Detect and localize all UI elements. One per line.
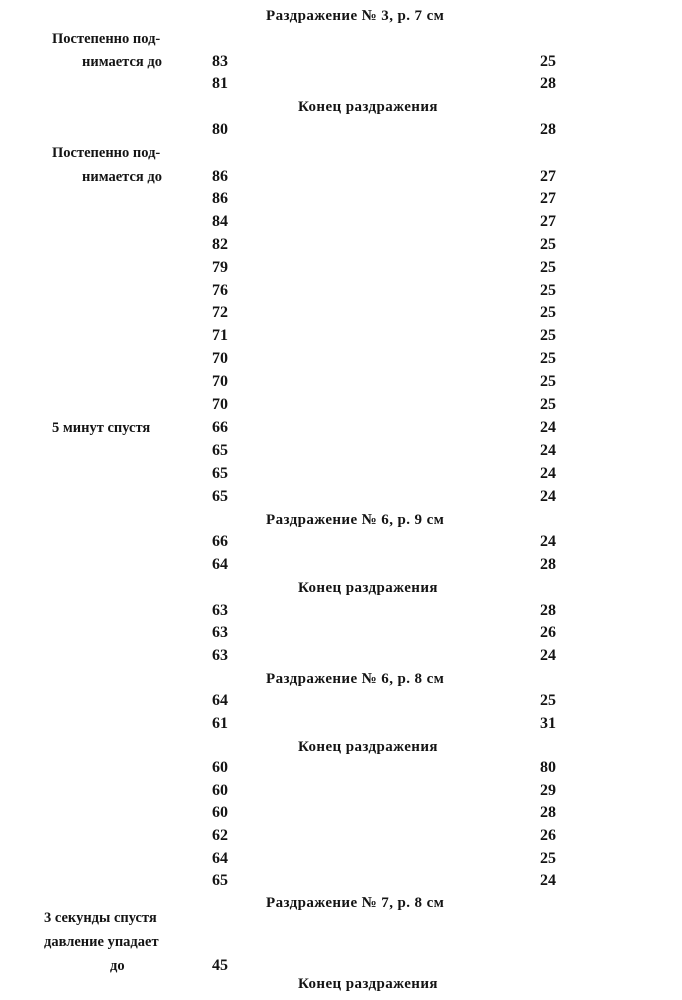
data-row — [0, 51, 682, 73]
right-value: 25 — [540, 396, 556, 413]
right-value: 28 — [540, 602, 556, 619]
data-row — [0, 645, 682, 667]
left-value: 66 — [212, 419, 228, 436]
left-value: 45 — [212, 957, 228, 974]
right-value: 27 — [540, 168, 556, 185]
row-note: нимается до — [82, 54, 162, 70]
left-value: 76 — [212, 282, 228, 299]
section-heading — [0, 509, 682, 531]
right-value: 26 — [540, 624, 556, 641]
right-value: 24 — [540, 533, 556, 550]
right-value: 27 — [540, 190, 556, 207]
section-heading-text: Конец раздражения — [298, 99, 438, 115]
right-value: 29 — [540, 782, 556, 799]
data-row — [0, 780, 682, 802]
left-value: 64 — [212, 850, 228, 867]
section-heading — [0, 577, 682, 599]
row-note: Постепенно под- — [52, 31, 161, 47]
left-value: 81 — [212, 75, 228, 92]
section-heading — [0, 736, 682, 758]
data-row — [0, 188, 682, 210]
note-row — [0, 931, 682, 953]
note-row — [0, 142, 682, 164]
left-value: 70 — [212, 373, 228, 390]
data-row — [0, 870, 682, 892]
data-row — [0, 531, 682, 553]
section-heading-text: Конец раздражения — [298, 976, 438, 992]
left-value: 83 — [212, 53, 228, 70]
section-heading-text: Конец раздражения — [298, 580, 438, 596]
right-value: 28 — [540, 556, 556, 573]
data-row — [0, 848, 682, 870]
row-note: 5 минут спустя — [52, 420, 151, 436]
left-value: 62 — [212, 827, 228, 844]
right-value: 27 — [540, 213, 556, 230]
data-row — [0, 234, 682, 256]
left-value: 86 — [212, 190, 228, 207]
data-row — [0, 348, 682, 370]
data-row — [0, 713, 682, 735]
data-row — [0, 417, 682, 439]
right-value: 24 — [540, 872, 556, 889]
left-value: 65 — [212, 488, 228, 505]
data-row — [0, 325, 682, 347]
left-value: 86 — [212, 168, 228, 185]
section-heading — [0, 668, 682, 690]
left-value: 66 — [212, 533, 228, 550]
data-row — [0, 463, 682, 485]
left-value: 70 — [212, 396, 228, 413]
data-row — [0, 211, 682, 233]
row-note: Постепенно под- — [52, 145, 161, 161]
right-value: 25 — [540, 692, 556, 709]
data-row — [0, 486, 682, 508]
data-row — [0, 600, 682, 622]
right-value: 24 — [540, 488, 556, 505]
left-value: 60 — [212, 782, 228, 799]
right-value: 25 — [540, 282, 556, 299]
row-note: давление упадает — [44, 934, 159, 950]
left-value: 84 — [212, 213, 228, 230]
data-row — [0, 302, 682, 324]
right-value: 25 — [540, 350, 556, 367]
left-value: 79 — [212, 259, 228, 276]
left-value: 70 — [212, 350, 228, 367]
left-value: 64 — [212, 556, 228, 573]
data-row — [0, 119, 682, 141]
data-row — [0, 280, 682, 302]
note-row — [0, 907, 682, 929]
data-row — [0, 757, 682, 779]
data-row — [0, 825, 682, 847]
section-heading-text: Раздражение № 3, р. 7 см — [266, 8, 445, 24]
left-value: 71 — [212, 327, 228, 344]
section-heading-text: Раздражение № 7, р. 8 см — [266, 895, 445, 911]
right-value: 25 — [540, 304, 556, 321]
right-value: 25 — [540, 259, 556, 276]
section-heading-text: Раздражение № 6, р. 8 см — [266, 671, 445, 687]
right-value: 24 — [540, 465, 556, 482]
right-value: 25 — [540, 236, 556, 253]
right-value: 28 — [540, 121, 556, 138]
section-heading-text: Конец раздражения — [298, 739, 438, 755]
left-value: 82 — [212, 236, 228, 253]
data-row — [0, 394, 682, 416]
right-value: 28 — [540, 75, 556, 92]
left-value: 65 — [212, 442, 228, 459]
row-note: 3 секунды спустя — [44, 910, 157, 926]
right-value: 25 — [540, 327, 556, 344]
right-value: 26 — [540, 827, 556, 844]
left-value: 72 — [212, 304, 228, 321]
row-note: нимается до — [82, 169, 162, 185]
right-value: 24 — [540, 442, 556, 459]
section-heading — [0, 96, 682, 118]
right-value: 80 — [540, 759, 556, 776]
left-value: 65 — [212, 465, 228, 482]
data-row — [0, 371, 682, 393]
left-value: 61 — [212, 715, 228, 732]
section-heading — [0, 973, 682, 995]
data-row — [0, 166, 682, 188]
data-row — [0, 440, 682, 462]
right-value: 25 — [540, 53, 556, 70]
right-value: 28 — [540, 804, 556, 821]
data-row — [0, 690, 682, 712]
right-value: 25 — [540, 850, 556, 867]
section-heading — [0, 5, 682, 27]
left-value: 65 — [212, 872, 228, 889]
left-value: 60 — [212, 759, 228, 776]
section-heading-text: Раздражение № 6, р. 9 см — [266, 512, 445, 528]
left-value: 63 — [212, 647, 228, 664]
data-row — [0, 73, 682, 95]
right-value: 24 — [540, 647, 556, 664]
left-value: 64 — [212, 692, 228, 709]
right-value: 24 — [540, 419, 556, 436]
left-value: 63 — [212, 624, 228, 641]
data-row — [0, 802, 682, 824]
note-row — [0, 28, 682, 50]
row-note: до — [110, 958, 125, 974]
left-value: 63 — [212, 602, 228, 619]
data-row — [0, 622, 682, 644]
left-value: 60 — [212, 804, 228, 821]
left-value: 80 — [212, 121, 228, 138]
data-row — [0, 554, 682, 576]
right-value: 25 — [540, 373, 556, 390]
data-row — [0, 257, 682, 279]
right-value: 31 — [540, 715, 556, 732]
